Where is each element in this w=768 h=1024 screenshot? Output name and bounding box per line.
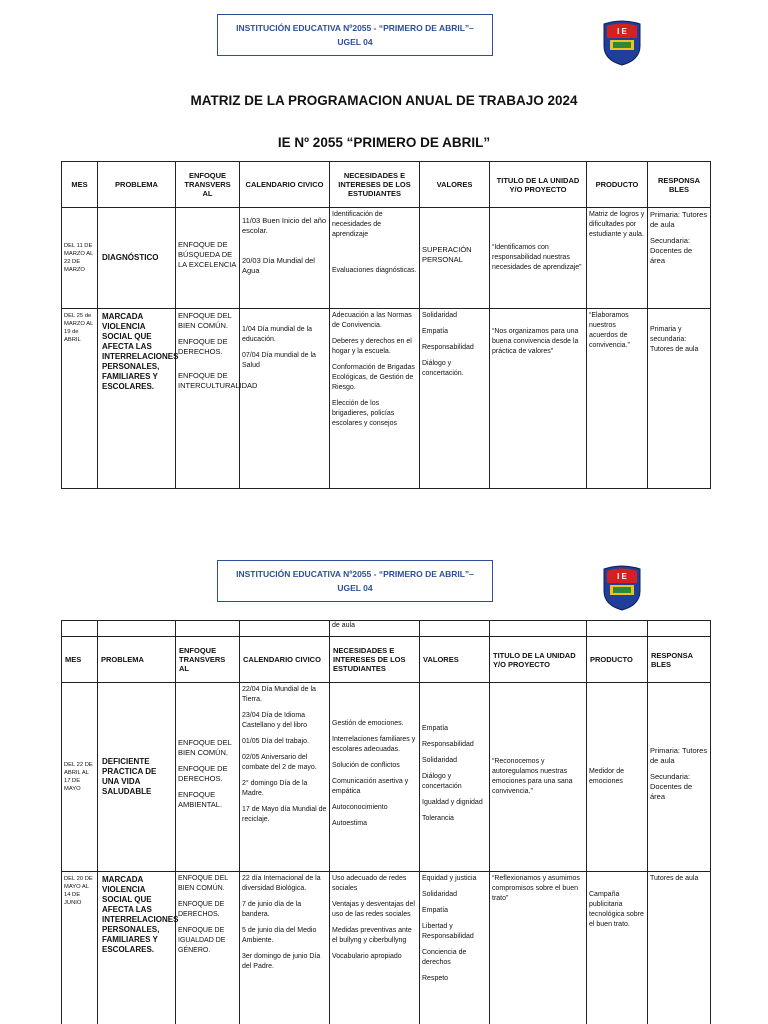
- valor-item: Tolerancia: [422, 815, 454, 822]
- calendario-item: 3er domingo de junio Día del Padre.: [242, 953, 321, 970]
- row-responsables: [648, 208, 711, 309]
- row-titulo: “Reconocemos y autoregulamos nuestras emociones para una sana convivencia.”: [490, 683, 587, 872]
- row-responsables: [648, 683, 711, 872]
- row-problema: MARCADA VIOLENCIA SOCIAL QUE AFECTA LAS INTERRELACIONES PERSONALES, FAMILIARES Y ESCOLARES.: [98, 872, 176, 1024]
- col-calendario: CALENDARIO CIVICO: [240, 162, 330, 208]
- table-row: [62, 309, 711, 489]
- row-producto: Matriz de logros y dificultades por estudiante y aula.: [587, 208, 648, 309]
- necesidad-item: Elección de los brigadieres, policías escolares y consejos: [332, 400, 397, 427]
- row-calendario: [240, 683, 330, 872]
- col-producto: PRODUCTO: [587, 162, 648, 208]
- row-problema: MARCADA VIOLENCIA SOCIAL QUE AFECTA LAS INTERRELACIONES PERSONALES, FAMILIARES Y ESCOLARES.: [98, 309, 176, 489]
- row-titulo: “Reflexionamos y asumimos compromisos sobre el buen trato”: [490, 872, 587, 1024]
- enfoque-item: ENFOQUE DEL BIEN COMÚN.: [178, 875, 228, 892]
- header-row: [62, 162, 711, 208]
- responsable-item: Tutores de aula: [650, 875, 699, 882]
- institution-header-box: [217, 560, 493, 602]
- valor-item: Empatía: [422, 907, 449, 914]
- row-titulo: “Identificamos con responsabilidad nuestras necesidades de aprendizaje”: [490, 208, 587, 309]
- responsable-item: Primaria: Tutores de aula: [650, 210, 708, 229]
- table-row: [62, 208, 711, 309]
- continuation-row: [62, 621, 711, 637]
- row-producto: Campaña publicitaria tecnológica sobre el buen trato.: [587, 872, 648, 1024]
- col-necesidades: NECESIDADES E INTERESES DE LOS ESTUDIANTES: [330, 162, 420, 208]
- continuation-text: de aula: [330, 621, 420, 637]
- valor-item: Empatía: [422, 725, 449, 732]
- enfoque-item: ENFOQUE DEL BIEN COMÚN.: [178, 738, 232, 757]
- crest-letters: I E: [617, 572, 627, 581]
- enfoque-item: ENFOQUE DE IGUALDAD DE GÉNERO.: [178, 927, 226, 954]
- col-mes: MES: [62, 162, 98, 208]
- school-crest-icon: [601, 563, 643, 611]
- enfoque-item: ENFOQUE DE BÚSQUEDA DE LA EXCELENCIA: [178, 240, 237, 269]
- responsable-item: Secundaria: Docentes de área: [650, 772, 693, 801]
- calendario-item: 7 de junio día de la bandera.: [242, 901, 302, 918]
- row-valores: [420, 309, 490, 489]
- row-enfoque: [176, 208, 240, 309]
- enfoque-item: ENFOQUE DE DERECHOS.: [178, 337, 228, 356]
- calendario-item: 01/05 Día del trabajo.: [242, 738, 309, 745]
- valor-item: Equidad y justicia: [422, 875, 477, 882]
- necesidad-item: Identificación de necesidades de aprendizaje: [332, 211, 383, 238]
- valor-item: SUPERACIÓN PERSONAL: [422, 245, 472, 264]
- col-problema: PROBLEMA: [98, 637, 176, 683]
- col-mes: MES: [62, 637, 98, 683]
- document-subtitle: IE Nº 2055 “PRIMERO DE ABRIL”: [277, 135, 491, 150]
- row-valores: [420, 208, 490, 309]
- necesidad-item: Interrelaciones familiares y escolares adecuadas.: [332, 736, 416, 753]
- necesidad-item: Comunicación asertiva y empática: [332, 778, 409, 795]
- necesidad-item: Conformación de Brigadas Ecológicas, de Gestión de Riesgo.: [332, 364, 415, 391]
- row-producto: “Elaboramos nuestros acuerdos de convivencia.”: [587, 309, 648, 489]
- necesidad-item: Uso adecuado de redes sociales: [332, 875, 407, 892]
- calendario-item: 22/04 Día Mundial de la Tierra.: [242, 686, 316, 703]
- institution-header-box: [217, 14, 493, 56]
- necesidad-item: Autoconocimiento: [332, 804, 388, 811]
- col-valores: VALORES: [420, 162, 490, 208]
- valor-item: Solidaridad: [422, 891, 458, 898]
- responsable-item: Primaria y secundaria: Tutores de aula: [650, 326, 699, 353]
- valor-item: Responsabilidad: [422, 741, 474, 748]
- valor-item: Respeto: [422, 975, 449, 982]
- col-problema: PROBLEMA: [98, 162, 176, 208]
- row-mes: DEL 22 DE ABRIL AL 17 DE MAYO: [62, 683, 98, 872]
- necesidad-item: Deberes y derechos en el hogar y la escuela.: [332, 338, 412, 355]
- necesidad-item: Solución de conflictos: [332, 762, 400, 769]
- valor-item: Conciencia de derechos: [422, 949, 467, 966]
- row-responsables: [648, 309, 711, 489]
- necesidad-item: Medidas preventivas ante el bullyng y ciberbullyng: [332, 927, 412, 944]
- valor-item: Solidaridad: [422, 757, 458, 764]
- col-enfoque: ENFOQUE TRANSVERS AL: [176, 637, 240, 683]
- necesidad-item: Ventajas y desventajas del uso de las redes sociales: [332, 901, 415, 918]
- enfoque-item: ENFOQUE DEL BIEN COMÚN.: [178, 311, 232, 330]
- calendario-item: 22 día Internacional de la diversidad Biológica.: [242, 875, 321, 892]
- necesidad-item: Adecuación a las Normas de Convivencia.: [332, 312, 412, 329]
- row-enfoque: [176, 683, 240, 872]
- calendario-item: 02/05 Aniversario del combate del 2 de mayo.: [242, 754, 317, 771]
- row-necesidades: [330, 872, 420, 1024]
- valor-item: Solidaridad: [422, 312, 458, 319]
- school-crest-icon: [601, 18, 643, 66]
- document-title: MATRIZ DE LA PROGRAMACION ANUAL DE TRABAJO 2024: [190, 93, 578, 108]
- valor-item: Igualdad y dignidad: [422, 799, 483, 806]
- row-enfoque: [176, 872, 240, 1024]
- programming-matrix-table-1: [61, 161, 711, 489]
- valor-item: Libertad y Responsabilidad: [422, 923, 474, 940]
- valor-item: Diálogo y concertación: [422, 773, 462, 790]
- col-enfoque: ENFOQUE TRANSVERS AL: [176, 162, 240, 208]
- row-necesidades: [330, 208, 420, 309]
- enfoque-item: ENFOQUE AMBIENTAL.: [178, 790, 223, 809]
- calendario-item: 17 de Mayo día Mundial de reciclaje.: [242, 806, 327, 823]
- col-valores: VALORES: [420, 637, 490, 683]
- calendario-item: 5 de junio día del Medio Ambiente.: [242, 927, 317, 944]
- col-calendario: CALENDARIO CIVICO: [240, 637, 330, 683]
- col-responsables: RESPONSA BLES: [648, 637, 711, 683]
- row-enfoque: [176, 309, 258, 489]
- valor-item: Responsabilidad: [422, 344, 474, 351]
- enfoque-item: ENFOQUE DE INTERCULTURALIDAD: [178, 371, 258, 390]
- necesidad-item: Vocabulario apropiado: [332, 953, 402, 960]
- necesidad-item: Evaluaciones diagnósticas.: [332, 267, 417, 274]
- row-valores: [420, 683, 490, 872]
- col-producto: PRODUCTO: [587, 637, 648, 683]
- calendario-item: 07/04 Día mundial de la Salud: [242, 352, 316, 369]
- row-problema: DEFICIENTE PRACTICA DE UNA VIDA SALUDABLE: [98, 683, 176, 872]
- calendario-item: 2° domingo Día de la Madre.: [242, 780, 308, 797]
- institution-name: INSTITUCIÓN EDUCATIVA Nº2055 - “PRIMERO DE ABRIL”–: [236, 569, 474, 579]
- row-valores: [420, 872, 490, 1024]
- row-mes: DEL 25 de MARZO AL 19 de ABRIL: [62, 309, 98, 489]
- row-titulo: “Nos organizamos para una buena convivencia desde la práctica de valores”: [490, 309, 587, 489]
- table-row: [62, 683, 711, 872]
- row-necesidades: [330, 683, 420, 872]
- necesidad-item: Autoestima: [332, 820, 368, 827]
- row-mes: DEL 11 DE MARZO AL 22 DE MARZO: [62, 208, 98, 309]
- calendario-item: 20/03 Día Mundial del Agua: [242, 256, 315, 275]
- ugel-label: UGEL 04: [337, 583, 373, 593]
- responsable-item: Secundaria: Docentes de área: [650, 236, 693, 265]
- valor-item: Diálogo y concertación.: [422, 360, 464, 377]
- calendario-item: 11/03 Buen Inicio del año escolar.: [242, 216, 327, 235]
- row-responsables: [648, 872, 711, 1024]
- crest-letters: I E: [617, 27, 627, 36]
- ugel-label: UGEL 04: [337, 37, 373, 47]
- programming-matrix-table-2: [61, 620, 711, 1024]
- col-necesidades: NECESIDADES E INTERESES DE LOS ESTUDIANTES: [330, 637, 420, 683]
- row-calendario: [240, 309, 330, 489]
- row-problema: DIAGNÓSTICO: [98, 208, 176, 309]
- responsable-item: Primaria: Tutores de aula: [650, 746, 708, 765]
- header-row: [62, 637, 711, 683]
- row-calendario: [240, 208, 330, 309]
- calendario-item: 1/04 Día mundial de la educación.: [242, 326, 313, 343]
- institution-name: INSTITUCIÓN EDUCATIVA Nº2055 - “PRIMERO DE ABRIL”–: [236, 23, 474, 33]
- col-titulo: TITULO DE LA UNIDAD Y/O PROYECTO: [490, 162, 587, 208]
- calendario-item: 23/04 Día de Idioma Castellano y del libro: [242, 712, 307, 729]
- col-responsables: RESPONSA BLES: [648, 162, 711, 208]
- enfoque-item: ENFOQUE DE DERECHOS.: [178, 764, 228, 783]
- row-producto: Medidor de emociones: [587, 683, 648, 872]
- col-titulo: TITULO DE LA UNIDAD Y/O PROYECTO: [490, 637, 587, 683]
- row-mes: DEL 20 DE MAYO AL 14 DE JUNIO: [62, 872, 98, 1024]
- enfoque-item: ENFOQUE DE DERECHOS.: [178, 901, 225, 918]
- table-row: [62, 872, 711, 1024]
- row-calendario: [240, 872, 330, 1024]
- necesidad-item: Gestión de emociones.: [332, 720, 404, 727]
- valor-item: Empatía: [422, 328, 449, 335]
- row-necesidades: [330, 309, 420, 489]
